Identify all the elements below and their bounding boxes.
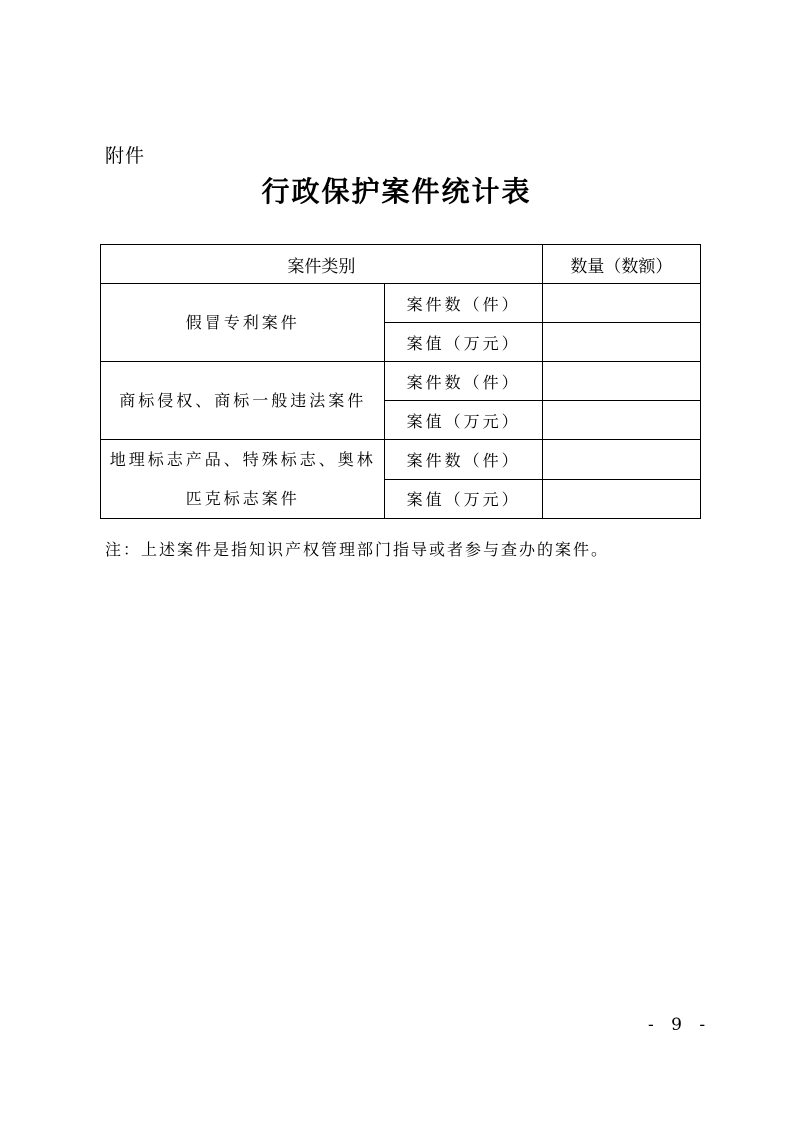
value-cell[interactable]: [542, 401, 700, 440]
metric-label-cell: 案件数（件）: [385, 362, 542, 401]
metric-label-cell: 案件数（件）: [385, 440, 542, 480]
value-cell[interactable]: [542, 362, 700, 401]
table-row: [101, 440, 701, 480]
table-row: [101, 284, 701, 323]
table-note: 注：上述案件是指知识产权管理部门指导或者参与查办的案件。: [105, 540, 610, 559]
category-cell: 地理标志产品、特殊标志、奥林匹克标志案件: [101, 440, 385, 519]
table-header-row: [101, 245, 701, 284]
value-cell[interactable]: [542, 440, 700, 480]
metric-label-cell: 案值（万元）: [385, 401, 542, 440]
category-cell: 假冒专利案件: [101, 284, 385, 362]
statistics-table: [100, 244, 701, 519]
category-cell: 商标侵权、商标一般违法案件: [101, 362, 385, 440]
document-title: 行政保护案件统计表: [261, 175, 532, 208]
value-cell[interactable]: [542, 323, 700, 362]
value-cell[interactable]: [542, 479, 700, 519]
metric-label-cell: 案件数（件）: [385, 284, 542, 323]
metric-label-cell: 案值（万元）: [385, 479, 542, 519]
value-cell[interactable]: [542, 284, 700, 323]
page-number: - 9 -: [648, 1015, 712, 1035]
header-category: 案件类别: [101, 245, 543, 284]
metric-label-cell: 案值（万元）: [385, 323, 542, 362]
header-quantity: 数量（数额）: [542, 245, 700, 284]
attachment-label: 附件: [105, 145, 146, 167]
table-row: [101, 362, 701, 401]
